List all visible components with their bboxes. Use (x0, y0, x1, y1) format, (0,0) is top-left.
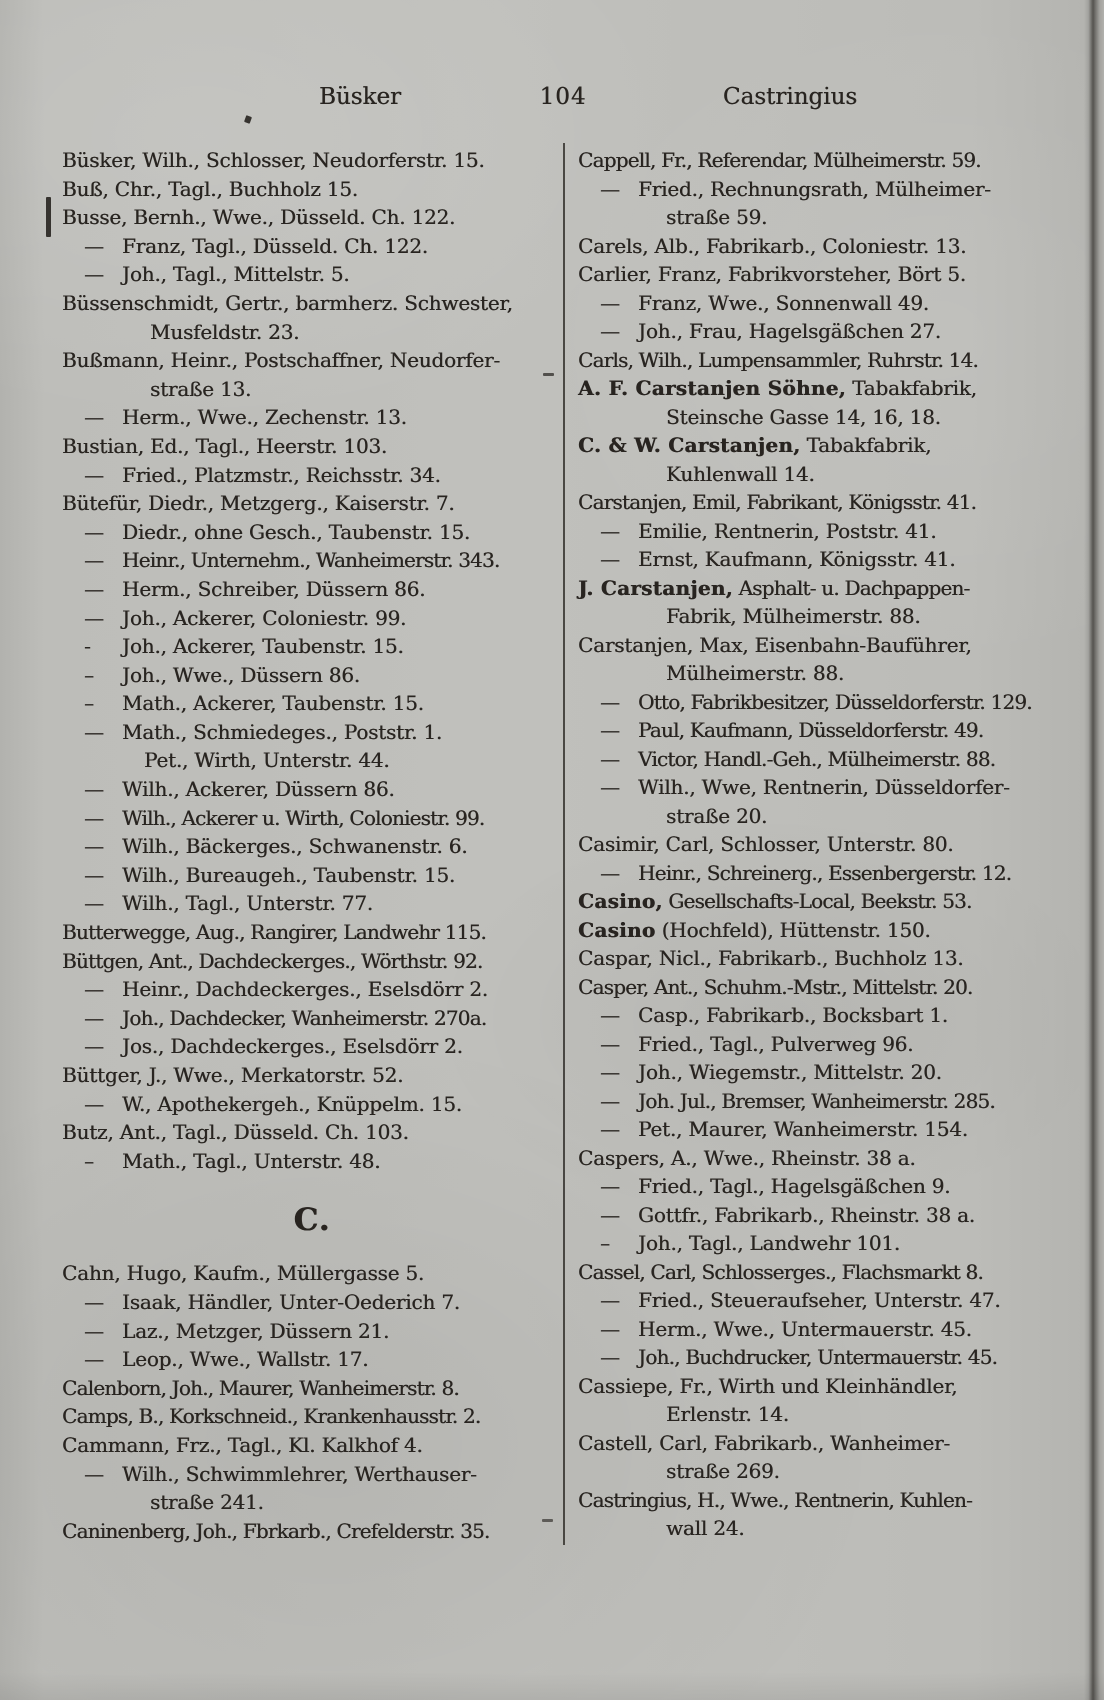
line-text: Mülheimerstr. 88. (666, 661, 845, 685)
directory-line (578, 1514, 1060, 1543)
line-text: Carlier, Franz, Fabrikvorsteher, Bört 5. (578, 262, 966, 286)
directory-line (62, 1288, 562, 1317)
directory-line (578, 1400, 1060, 1429)
line-text: Cassel, Carl, Schlosserges., Flachsmarkt 8. (578, 1259, 983, 1284)
ditto-dash-mark: — (600, 1174, 620, 1198)
header-first-keyword: Büsker (318, 84, 402, 110)
line-text: Joh., Ackerer, Taubenstr. 15. (122, 634, 404, 659)
ditto-dash-mark: — (600, 1288, 620, 1312)
ink-speck (244, 115, 252, 124)
directory-line (62, 1460, 562, 1489)
line-text: Herm., Wwe., Untermauerstr. 45. (638, 1316, 972, 1341)
directory-line (578, 944, 1060, 973)
line-text: Joh., Wwe., Düssern 86. (122, 662, 360, 687)
directory-line (62, 889, 562, 918)
line-text: Otto, Fabrikbesitzer, Düsseldorferstr. 129. (638, 689, 1032, 714)
line-text: straße 20. (666, 803, 768, 828)
directory-line (62, 1259, 562, 1288)
line-text: wall 24. (666, 1516, 745, 1540)
directory-line (62, 775, 562, 804)
column-divider-rule (563, 143, 565, 1545)
ditto-dash-mark: — (600, 1031, 620, 1056)
directory-line (578, 1144, 1060, 1173)
line-text: Wilh., Tagl., Unterstr. 77. (122, 891, 373, 916)
line-text: straße 13. (150, 376, 252, 401)
line-text: Laz., Metzger, Düssern 21. (122, 1318, 390, 1343)
directory-line (62, 146, 562, 175)
bold-firm-name: Casino (578, 917, 656, 942)
line-text: Cammann, Frz., Tagl., Kl. Kalkhof 4. (62, 1432, 423, 1457)
left-column (62, 146, 562, 1545)
directory-line (578, 317, 1060, 346)
line-text: Calenborn, Joh., Maurer, Wanheimerstr. 8. (62, 1375, 459, 1400)
directory-line (578, 403, 1060, 432)
line-text: Math., Ackerer, Taubenstr. 15. (122, 691, 424, 716)
line-text: Buß, Chr., Tagl., Buchholz 15. (62, 176, 358, 201)
line-text: Büsker, Wilh., Schlosser, Neudorferstr. 15. (62, 148, 485, 172)
directory-line (578, 1286, 1060, 1315)
line-text: Wilh., Bäckerges., Schwanenstr. 6. (122, 834, 468, 859)
line-text: Cappell, Fr., Referendar, Mülheimerstr. 59. (578, 148, 981, 172)
ditto-dash-mark: — (600, 860, 620, 885)
ditto-dash-mark: — (600, 547, 620, 571)
line-text: C. (293, 1202, 331, 1239)
line-text: Butz, Ant., Tagl., Düsseld. Ch. 103. (62, 1120, 409, 1145)
line-text: Jos., Dachdeckerges., Eselsdörr 2. (122, 1034, 463, 1059)
line-text: Joh., Buchdrucker, Untermauerstr. 45. (638, 1345, 998, 1369)
ditto-dash-mark: – (84, 691, 94, 716)
directory-line (578, 773, 1060, 802)
directory-line (62, 289, 562, 318)
directory-line (62, 175, 562, 204)
directory-line (62, 1374, 562, 1403)
directory-line (62, 260, 562, 289)
ditto-dash-mark: — (600, 176, 620, 201)
ditto-dash-mark: — (600, 1088, 620, 1113)
line-text: Fried., Tagl., Pulverweg 96. (638, 1031, 914, 1056)
directory-line (578, 688, 1060, 717)
line-text: Asphalt- u. Dachpappen- (738, 575, 970, 600)
directory-line (62, 918, 562, 947)
directory-line (62, 1431, 562, 1460)
directory-line (578, 973, 1060, 1002)
ditto-dash-mark: — (600, 518, 620, 543)
directory-line (578, 716, 1060, 745)
line-text: Bußmann, Heinr., Postschaffner, Neudorfer- (62, 348, 500, 373)
line-text: Heinr., Dachdeckerges., Eselsdörr 2. (122, 977, 488, 1002)
directory-line (62, 1004, 562, 1033)
directory-line (62, 1488, 562, 1517)
directory-line (578, 346, 1060, 375)
ditto-dash-mark: — (84, 862, 104, 887)
ditto-dash-mark: — (600, 290, 620, 315)
directory-line (578, 289, 1060, 318)
directory-line (62, 403, 562, 432)
line-text: Carls, Wilh., Lumpensammler, Ruhrstr. 14. (578, 347, 978, 372)
ditto-dash-mark: — (600, 1345, 620, 1369)
directory-line (62, 1402, 562, 1431)
directory-line (62, 947, 562, 976)
ditto-dash-mark: — (84, 777, 104, 802)
directory-line (578, 460, 1060, 489)
ditto-dash-mark: — (600, 1202, 620, 1227)
ditto-dash-mark: — (600, 775, 620, 799)
directory-line (62, 1317, 562, 1346)
ditto-dash-mark: — (600, 1316, 620, 1341)
header-page-number: 104 (539, 84, 587, 110)
line-text: Wilh., Schwimmlehrer, Werthauser- (122, 1461, 477, 1486)
directory-line (62, 518, 562, 547)
line-text: Kuhlenwall 14. (666, 461, 815, 486)
line-text: straße 269. (666, 1459, 780, 1483)
directory-line (578, 802, 1060, 831)
line-text: Ernst, Kaufmann, Königsstr. 41. (638, 547, 956, 571)
ditto-dash-mark: — (84, 1461, 104, 1486)
line-text: Carstanjen, Max, Eisenbahn-Bauführer, (578, 632, 972, 657)
line-text: straße 241. (150, 1490, 264, 1515)
directory-line (62, 661, 562, 690)
ditto-dash-mark: — (84, 834, 104, 859)
directory-line (578, 1058, 1060, 1087)
line-text: Heinr., Schreinerg., Essenbergerstr. 12. (638, 860, 1012, 885)
directory-line (62, 689, 562, 718)
line-text: W., Apothekergeh., Knüppelm. 15. (122, 1091, 462, 1116)
line-text: Wilh., Ackerer u. Wirth, Coloniestr. 99. (122, 805, 485, 830)
directory-line (62, 632, 562, 661)
gutter-ink-mark (543, 373, 554, 376)
directory-line (62, 1061, 562, 1090)
line-text: Math., Schmiedeges., Poststr. 1. (122, 719, 443, 744)
line-text: Caspers, A., Wwe., Rheinstr. 38 a. (578, 1145, 916, 1170)
line-text: Fried., Rechnungsrath, Mülheimer- (638, 176, 991, 201)
line-text: Joh., Dachdecker, Wanheimerstr. 270a. (122, 1005, 487, 1030)
line-text: Fabrik, Mülheimerstr. 88. (666, 604, 921, 628)
line-text: Herm., Wwe., Zechenstr. 13. (122, 405, 407, 430)
directory-line (578, 488, 1060, 517)
directory-line (578, 232, 1060, 261)
bold-firm-name: A. F. Carstanjen Söhne, (578, 376, 846, 400)
line-text: Casp., Fabrikarb., Bocksbart 1. (638, 1003, 948, 1027)
line-text: Castell, Carl, Fabrikarb., Wanheimer- (578, 1430, 950, 1455)
directory-line (62, 1147, 562, 1176)
ditto-dash-mark: — (84, 233, 104, 258)
line-text: Joh., Ackerer, Coloniestr. 99. (122, 605, 407, 630)
ditto-dash-mark: — (600, 1117, 620, 1141)
ditto-dash-mark: – (600, 1231, 610, 1255)
directory-line (62, 1032, 562, 1061)
gutter-ink-mark (542, 1519, 553, 1522)
bold-firm-name: J. Carstanjen, (578, 575, 733, 600)
ditto-dash-mark: — (600, 1003, 620, 1027)
directory-line (578, 659, 1060, 688)
directory-line (578, 1172, 1060, 1201)
directory-line (578, 1343, 1060, 1372)
ditto-dash-mark: — (600, 689, 620, 714)
line-text: Castringius, H., Wwe., Rentnerin, Kuhlen- (578, 1487, 972, 1512)
directory-line (578, 175, 1060, 204)
directory-line (62, 432, 562, 461)
ditto-dash-mark: — (600, 718, 620, 742)
ditto-dash-mark: — (84, 548, 104, 573)
ditto-dash-mark: — (84, 805, 104, 830)
scan-page-edge (1084, 0, 1104, 1700)
line-text: Herm., Schreiber, Düssern 86. (122, 576, 426, 601)
ditto-dash-mark: — (600, 746, 620, 771)
line-text: Tabakfabrik, (852, 376, 977, 400)
line-text: Heinr., Unternehm., Wanheimerstr. 343. (122, 548, 500, 573)
ditto-dash-mark: — (84, 605, 104, 630)
directory-line (578, 1201, 1060, 1230)
line-text: Wilh., Ackerer, Düssern 86. (122, 777, 395, 802)
line-text: straße 59. (666, 205, 768, 229)
directory-line (62, 746, 562, 775)
directory-line (578, 830, 1060, 859)
header-last-keyword: Castringius (722, 84, 858, 110)
line-text: Carstanjen, Emil, Fabrikant, Königsstr. 41. (578, 490, 977, 514)
line-text: Caninenberg, Joh., Fbrkarb., Crefelderstr. 35. (62, 1518, 490, 1543)
line-text: Fried., Steueraufseher, Unterstr. 47. (638, 1288, 1001, 1312)
line-text: Casper, Ant., Schuhm.-Mstr., Mittelstr. 20. (578, 974, 973, 999)
line-text: Carels, Alb., Fabrikarb., Coloniestr. 13. (578, 233, 967, 258)
ditto-dash-mark: — (84, 519, 104, 544)
line-text: Isaak, Händler, Unter-Oederich 7. (122, 1289, 460, 1314)
directory-line (62, 1118, 562, 1147)
line-text: Gesellschafts-Local, Beekstr. 53. (668, 889, 972, 913)
directory-line (578, 431, 1060, 460)
directory-line (578, 260, 1060, 289)
line-text: Caspar, Nicl., Fabrikarb., Buchholz 13. (578, 946, 964, 970)
directory-line (578, 1258, 1060, 1287)
directory-line (62, 318, 562, 347)
directory-line (578, 916, 1060, 945)
line-text: Casimir, Carl, Schlosser, Unterstr. 80. (578, 832, 954, 856)
directory-line (62, 232, 562, 261)
bold-firm-name: C. & W. Carstanjen, (578, 433, 801, 457)
directory-line (578, 1229, 1060, 1258)
line-text: Joh., Wiegemstr., Mittelstr. 20. (638, 1060, 942, 1084)
line-text: Joh., Tagl., Landwehr 101. (638, 1231, 900, 1255)
directory-line (62, 804, 562, 833)
ditto-dash-mark: — (84, 1347, 104, 1372)
ditto-dash-mark: — (84, 719, 104, 744)
ditto-dash-mark: — (84, 1091, 104, 1116)
directory-line (578, 887, 1060, 916)
directory-line (578, 1429, 1060, 1458)
line-text: Butterwegge, Aug., Rangirer, Landwehr 115. (62, 920, 486, 945)
directory-line (62, 1090, 562, 1119)
directory-line (578, 374, 1060, 403)
directory-line (578, 1087, 1060, 1116)
directory-line (62, 1345, 562, 1374)
right-column (578, 146, 1060, 1543)
ditto-dash-mark: — (84, 1289, 104, 1314)
directory-line (578, 1001, 1060, 1030)
bold-firm-name: Casino, (578, 889, 663, 913)
ditto-dash-mark: — (84, 405, 104, 430)
ditto-dash-mark: — (84, 1005, 104, 1030)
ditto-dash-mark: — (84, 891, 104, 916)
scan-bottom-shadow (0, 1672, 1104, 1700)
line-text: Busse, Bernh., Wwe., Düsseld. Ch. 122. (62, 205, 456, 230)
line-text: Joh., Frau, Hagelsgäßchen 27. (638, 319, 941, 343)
directory-line (578, 1030, 1060, 1059)
directory-line (62, 575, 562, 604)
line-text: Steinsche Gasse 14, 16, 18. (666, 404, 941, 429)
line-text: Cassiepe, Fr., Wirth und Kleinhändler, (578, 1373, 958, 1398)
directory-line (578, 1372, 1060, 1401)
line-text: Gottfr., Fabrikarb., Rheinstr. 38 a. (638, 1202, 975, 1227)
line-text: Franz, Wwe., Sonnenwall 49. (638, 290, 929, 315)
ditto-dash-mark: — (84, 977, 104, 1002)
directory-line (62, 975, 562, 1004)
line-text: Franz, Tagl., Düsseld. Ch. 122. (122, 233, 428, 258)
directory-line (578, 203, 1060, 232)
line-text: Emilie, Rentnerin, Poststr. 41. (638, 518, 937, 543)
line-text: Büttgen, Ant., Dachdeckerges., Wörthstr. 92. (62, 948, 483, 973)
directory-line (578, 1486, 1060, 1515)
directory-line (62, 1517, 562, 1546)
line-text: Wilh., Wwe, Rentnerin, Düsseldorfer- (638, 775, 1010, 799)
directory-line (578, 745, 1060, 774)
directory-line (578, 1115, 1060, 1144)
directory-line (62, 546, 562, 575)
directory-line (62, 375, 562, 404)
line-text: Victor, Handl.-Geh., Mülheimerstr. 88. (638, 746, 996, 771)
directory-line (578, 859, 1060, 888)
line-text: Büssenschmidt, Gertr., barmherz. Schwester, (62, 290, 513, 315)
margin-ink-mark (46, 197, 51, 237)
directory-line (578, 1457, 1060, 1486)
directory-line (578, 545, 1060, 574)
line-text: Cahn, Hugo, Kaufm., Müllergasse 5. (62, 1261, 425, 1286)
line-text: Pet., Maurer, Wanheimerstr. 154. (638, 1117, 968, 1141)
ditto-dash-mark: — (84, 1034, 104, 1059)
running-header (0, 84, 1104, 116)
line-text: Erlenstr. 14. (666, 1402, 789, 1426)
line-text: Camps, B., Korkschneid., Krankenhausstr. 2. (62, 1404, 481, 1429)
ditto-dash-mark: - (84, 634, 91, 659)
line-text: Bustian, Ed., Tagl., Heerstr. 103. (62, 433, 388, 458)
line-text: Tabakfabrik, (806, 433, 932, 457)
ditto-dash-mark: — (600, 319, 620, 343)
line-text: Paul, Kaufmann, Düsseldorferstr. 49. (638, 718, 984, 742)
line-text: Pet., Wirth, Unterstr. 44. (144, 748, 390, 773)
line-text: Math., Tagl., Unterstr. 48. (122, 1148, 381, 1173)
line-text: Leop., Wwe., Wallstr. 17. (122, 1347, 369, 1372)
directory-line (62, 203, 562, 232)
directory-line (578, 146, 1060, 175)
directory-line (62, 861, 562, 890)
line-text: Bütefür, Diedr., Metzgerg., Kaiserstr. 7. (62, 491, 455, 516)
line-text: Musfeldstr. 23. (150, 319, 300, 344)
line-text: Fried., Tagl., Hagelsgäßchen 9. (638, 1174, 951, 1198)
directory-line (62, 604, 562, 633)
line-text: Diedr., ohne Gesch., Taubenstr. 15. (122, 519, 471, 544)
ditto-dash-mark: – (84, 1148, 94, 1173)
section-heading (62, 1201, 562, 1239)
ditto-dash-mark: — (84, 462, 104, 487)
line-text: Wilh., Bureaugeh., Taubenstr. 15. (122, 862, 456, 887)
ditto-dash-mark: — (84, 1318, 104, 1343)
line-text: Fried., Platzmstr., Reichsstr. 34. (122, 462, 441, 487)
line-text: Joh. Jul., Bremser, Wanheimerstr. 285. (638, 1088, 995, 1113)
directory-line (62, 832, 562, 861)
directory-line (578, 1315, 1060, 1344)
ditto-dash-mark: – (84, 662, 94, 687)
directory-line (62, 489, 562, 518)
directory-line (62, 718, 562, 747)
line-text: (Hochfeld), Hüttenstr. 150. (661, 917, 931, 942)
directory-line (578, 602, 1060, 631)
directory-line (578, 574, 1060, 603)
ditto-dash-mark: — (84, 262, 104, 287)
line-text: Joh., Tagl., Mittelstr. 5. (122, 262, 350, 287)
ditto-dash-mark: — (600, 1060, 620, 1084)
directory-line (62, 346, 562, 375)
directory-line (578, 631, 1060, 660)
line-text: Büttger, J., Wwe., Merkatorstr. 52. (62, 1063, 404, 1087)
directory-line (62, 461, 562, 490)
ditto-dash-mark: — (84, 576, 104, 601)
directory-line (578, 517, 1060, 546)
